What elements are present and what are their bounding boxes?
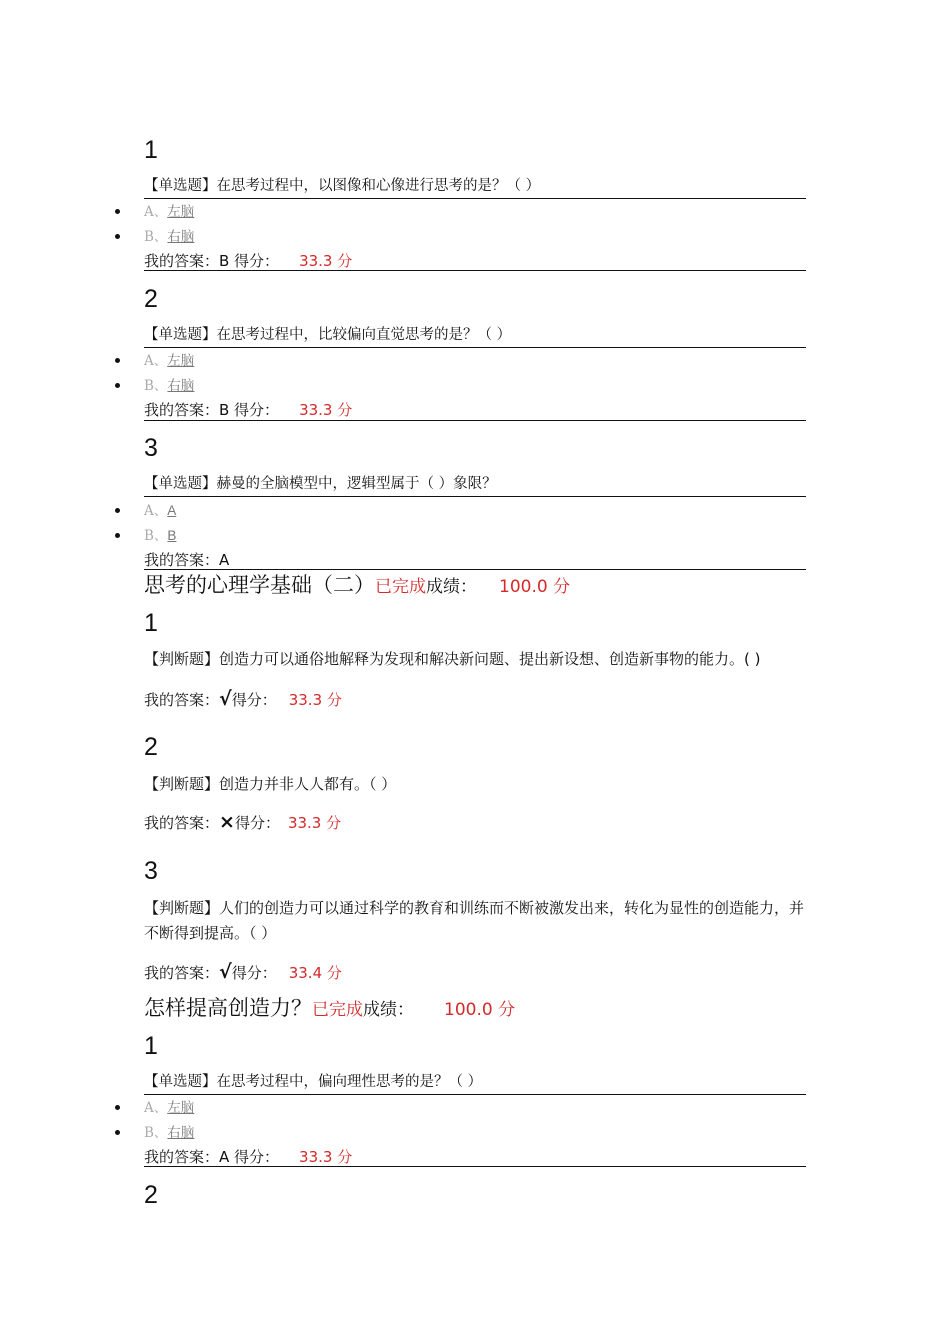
section-title: 怎样提高创造力？ [144, 996, 312, 1020]
section-title: 思考的心理学基础（二） [144, 573, 375, 597]
grade-label: 成绩： [426, 577, 477, 597]
divider [144, 198, 806, 199]
option-value: 右脑 [167, 229, 195, 245]
question-text: 【单选题】在思考过程中，以图像和心像进行思考的是？（ ） [144, 178, 541, 194]
option-b[interactable] [144, 229, 194, 245]
divider [144, 1094, 806, 1095]
status-badge: 已完成 [312, 1000, 363, 1020]
option-a[interactable] [144, 1100, 194, 1116]
score-label: 得分： [231, 964, 277, 982]
bullet-icon [115, 508, 120, 513]
option-prefix: A、 [144, 503, 168, 519]
bullet-icon [115, 1130, 120, 1135]
question-text: 【单选题】在思考过程中，偏向理性思考的是？（ ） [144, 1074, 483, 1090]
question-number: 3 [144, 434, 158, 462]
divider [144, 347, 806, 348]
bullet-icon [115, 358, 120, 363]
my-answer [144, 690, 342, 709]
option-prefix: B、 [144, 1125, 168, 1141]
option-value: 左脑 [167, 353, 195, 369]
option-prefix: A、 [144, 1100, 168, 1116]
answer-text: 我的答案： [144, 691, 220, 709]
score-value: 33.3 分 [288, 691, 342, 709]
section-header [144, 995, 515, 1023]
option-b[interactable] [144, 1125, 194, 1141]
divider [144, 1166, 806, 1167]
bullet-icon [115, 209, 120, 214]
answer-text: 我的答案：B 得分： [144, 401, 280, 419]
score-value: 33.3 分 [299, 401, 353, 419]
score-value: 33.3 分 [299, 252, 353, 270]
bullet-icon [115, 234, 120, 239]
bullet-icon [115, 383, 120, 388]
option-value: 左脑 [167, 1100, 195, 1116]
grade-label: 成绩： [363, 1000, 414, 1020]
option-b[interactable] [144, 378, 194, 394]
score-label: 得分： [234, 814, 280, 832]
option-value: 右脑 [167, 1125, 195, 1141]
option-b[interactable] [144, 528, 176, 544]
question-text: 【判断题】人们的创造力可以通过科学的教育和训练而不断被激发出来，转化为显性的创造能力，并不断得到提高。（ ） [144, 899, 805, 942]
question-number: 2 [144, 733, 158, 761]
bullet-icon [115, 533, 120, 538]
question-number: 2 [144, 1181, 158, 1209]
score-label: 得分： [231, 691, 277, 709]
divider [144, 270, 806, 271]
option-value: B [167, 528, 177, 543]
bullet-icon [115, 1105, 120, 1110]
grade-value: 100.0 分 [499, 577, 571, 597]
my-answer: 我的答案：A [144, 551, 230, 569]
option-prefix: A、 [144, 204, 168, 220]
my-answer [144, 813, 341, 832]
option-prefix: B、 [144, 229, 168, 245]
question-text: 【判断题】创造力可以通俗地解释为发现和解决新问题、提出新设想、创造新事物的能力。( ) [144, 650, 761, 668]
question-number: 1 [144, 609, 158, 637]
my-answer [144, 1148, 352, 1166]
option-prefix: B、 [144, 378, 168, 394]
check-icon: √ [219, 961, 232, 983]
my-answer [144, 252, 352, 270]
score-value: 33.3 分 [299, 1148, 353, 1166]
section-header [144, 572, 570, 600]
answer-text: 我的答案：A 得分： [144, 1148, 280, 1166]
check-icon: √ [219, 688, 232, 710]
status-badge: 已完成 [375, 577, 426, 597]
question-number: 1 [144, 136, 158, 164]
grade-value: 100.0 分 [444, 1000, 516, 1020]
answer-text: 我的答案： [144, 964, 220, 982]
question-number: 3 [144, 857, 158, 885]
option-prefix: A、 [144, 353, 168, 369]
answer-text: 我的答案：B 得分： [144, 252, 280, 270]
answer-text: 我的答案： [144, 814, 220, 832]
option-prefix: B、 [144, 528, 168, 544]
my-answer [144, 963, 342, 982]
cross-icon: × [219, 811, 235, 833]
option-value: A [167, 503, 177, 518]
option-a[interactable] [144, 353, 194, 369]
option-value: 右脑 [167, 378, 195, 394]
option-a[interactable] [144, 503, 176, 519]
question-text: 【单选题】在思考过程中，比较偏向直觉思考的是？（ ） [144, 327, 512, 343]
option-a[interactable] [144, 204, 194, 220]
my-answer [144, 401, 352, 419]
option-value: 左脑 [167, 204, 195, 220]
score-value: 33.3 分 [287, 814, 342, 832]
divider [144, 569, 806, 570]
question-text: 【判断题】创造力并非人人都有。（ ） [144, 775, 397, 793]
question-number: 1 [144, 1032, 158, 1060]
question-text: 【单选题】赫曼的全脑模型中，逻辑型属于（ ）象限？ [144, 476, 497, 492]
score-value: 33.4 分 [288, 964, 342, 982]
divider [144, 420, 806, 421]
divider [144, 496, 806, 497]
question-number: 2 [144, 285, 158, 313]
